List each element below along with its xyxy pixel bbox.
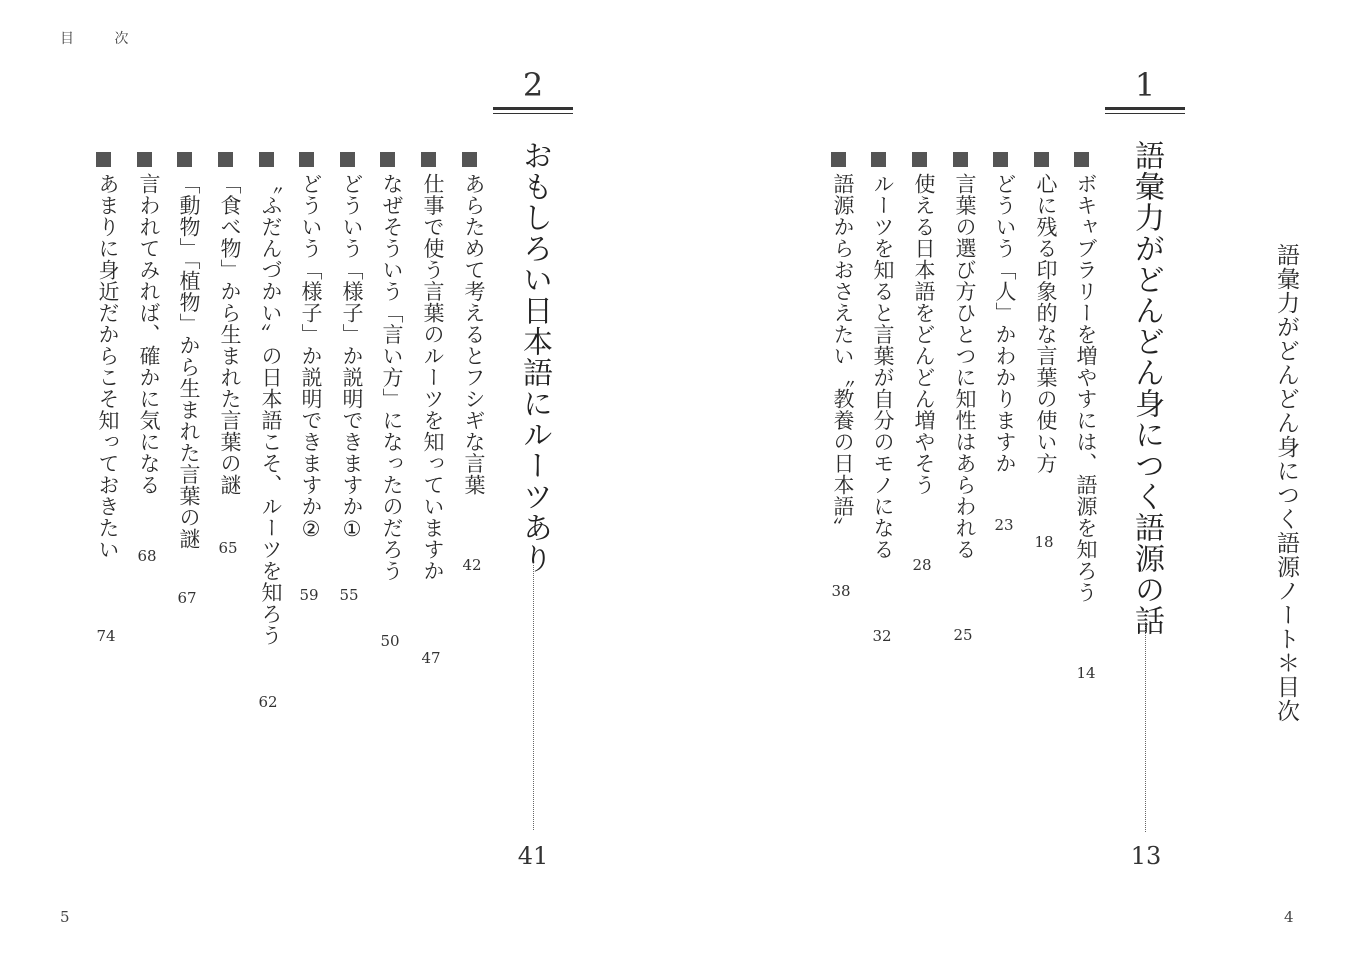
chapter-2-item-5[interactable]	[296, 152, 326, 542]
square-bullet-icon	[912, 152, 927, 167]
chapter-1-item-1[interactable]	[1071, 152, 1101, 603]
chapter-1-title: 語彙力がどんどん身につく語源の話	[1129, 140, 1164, 636]
chapter-1-item-7[interactable]	[828, 152, 858, 539]
chapter-1-number: 1	[1134, 66, 1156, 104]
square-bullet-icon	[218, 152, 233, 167]
square-bullet-icon	[953, 152, 968, 167]
item-title: 語源からおさえたい〝教養の日本語〟	[831, 173, 855, 539]
chapter-2-leader	[533, 565, 534, 830]
chapter-2-item-3[interactable]	[377, 152, 407, 582]
item-title: どういう「様子」か説明できますか②	[299, 173, 323, 542]
item-title: 「動物」「植物」から生まれた言葉の謎	[177, 173, 201, 550]
square-bullet-icon	[137, 152, 152, 167]
square-bullet-icon	[380, 152, 395, 167]
square-bullet-icon	[831, 152, 846, 167]
square-bullet-icon	[1034, 152, 1049, 167]
item-title: ボキャブラリーを増やすには、語源を知ろう	[1074, 173, 1098, 603]
square-bullet-icon	[421, 152, 436, 167]
book-title: 語彙力がどんどん身につく語源ノート＊目次	[1273, 243, 1299, 723]
page-number-left: 5	[60, 908, 70, 926]
chapter-1-item-7-page: 38	[831, 582, 851, 600]
chapter-2-item-5-page: 59	[299, 586, 319, 604]
chapter-1-item-5[interactable]	[909, 152, 939, 496]
chapter-2-item-10[interactable]	[93, 152, 123, 560]
square-bullet-icon	[259, 152, 274, 167]
item-title: 言われてみれば、確かに気になる	[137, 173, 161, 496]
chapter-2-item-6-page: 62	[258, 693, 278, 711]
chapter-1-rule	[1105, 107, 1185, 114]
chapter-2-item-7[interactable]	[215, 152, 245, 496]
square-bullet-icon	[871, 152, 886, 167]
chapter-2-item-9[interactable]	[134, 152, 164, 496]
chapter-2-item-1[interactable]	[459, 152, 489, 496]
chapter-1-item-4-page: 25	[953, 626, 973, 644]
item-title: 〝ふだんづかい〟の日本語こそ、ルーツを知ろう	[259, 173, 283, 646]
square-bullet-icon	[96, 152, 111, 167]
chapter-2-item-8[interactable]	[174, 152, 204, 550]
item-title: あまりに身近だからこそ知っておきたい	[96, 173, 120, 560]
chapter-2-item-10-page: 74	[96, 627, 116, 645]
square-bullet-icon	[462, 152, 477, 167]
item-title: あらためて考えるとフシギな言葉	[462, 173, 486, 496]
item-title: なぜそういう「言い方」になったのだろう	[380, 173, 404, 582]
chapter-2-page: 41	[517, 842, 549, 870]
item-title: どういう「様子」か説明できますか①	[340, 173, 364, 542]
chapter-2-rule	[493, 107, 573, 114]
chapter-2-item-3-page: 50	[380, 632, 400, 650]
chapter-1-item-4[interactable]	[950, 152, 980, 560]
chapter-2-item-2[interactable]	[418, 152, 448, 582]
chapter-2-item-9-page: 68	[137, 547, 157, 565]
chapter-1-item-2[interactable]	[1031, 152, 1061, 474]
chapter-2-item-7-page: 65	[218, 539, 238, 557]
item-title: どういう「人」かわかりますか	[993, 173, 1017, 474]
chapter-2-item-4-page: 55	[339, 586, 359, 604]
chapter-1-item-6-page: 32	[872, 627, 892, 645]
item-title: 心に残る印象的な言葉の使い方	[1034, 173, 1058, 474]
chapter-1-item-6[interactable]	[868, 152, 898, 560]
chapter-1-item-3[interactable]	[990, 152, 1020, 474]
page-number-right: 4	[1284, 908, 1294, 926]
square-bullet-icon	[1074, 152, 1089, 167]
chapter-2-item-8-page: 67	[177, 589, 197, 607]
chapter-1-page: 13	[1130, 842, 1162, 870]
chapter-2-item-4[interactable]	[337, 152, 367, 542]
chapter-2-number: 2	[522, 66, 544, 104]
item-title: 「食べ物」から生まれた言葉の謎	[218, 173, 242, 496]
square-bullet-icon	[299, 152, 314, 167]
square-bullet-icon	[993, 152, 1008, 167]
item-title: 仕事で使う言葉のルーツを知っていますか	[421, 173, 445, 582]
chapter-1-item-1-page: 14	[1076, 664, 1096, 682]
item-title: 使える日本語をどんどん増やそう	[912, 173, 936, 496]
chapter-1-item-2-page: 18	[1034, 533, 1054, 551]
item-title: 言葉の選び方ひとつに知性はあらわれる	[953, 173, 977, 560]
chapter-2-item-6[interactable]	[256, 152, 286, 646]
chapter-2-item-2-page: 47	[421, 649, 441, 667]
chapter-1-leader	[1145, 622, 1146, 832]
running-head: 目 次	[60, 31, 147, 47]
chapter-2-title: おもしろい日本語にルーツあり	[517, 140, 552, 574]
square-bullet-icon	[177, 152, 192, 167]
item-title: ルーツを知ると言葉が自分のモノになる	[871, 173, 895, 560]
square-bullet-icon	[340, 152, 355, 167]
chapter-2-item-1-page: 42	[462, 556, 482, 574]
chapter-1-item-5-page: 28	[912, 556, 932, 574]
chapter-1-item-3-page: 23	[994, 516, 1014, 534]
